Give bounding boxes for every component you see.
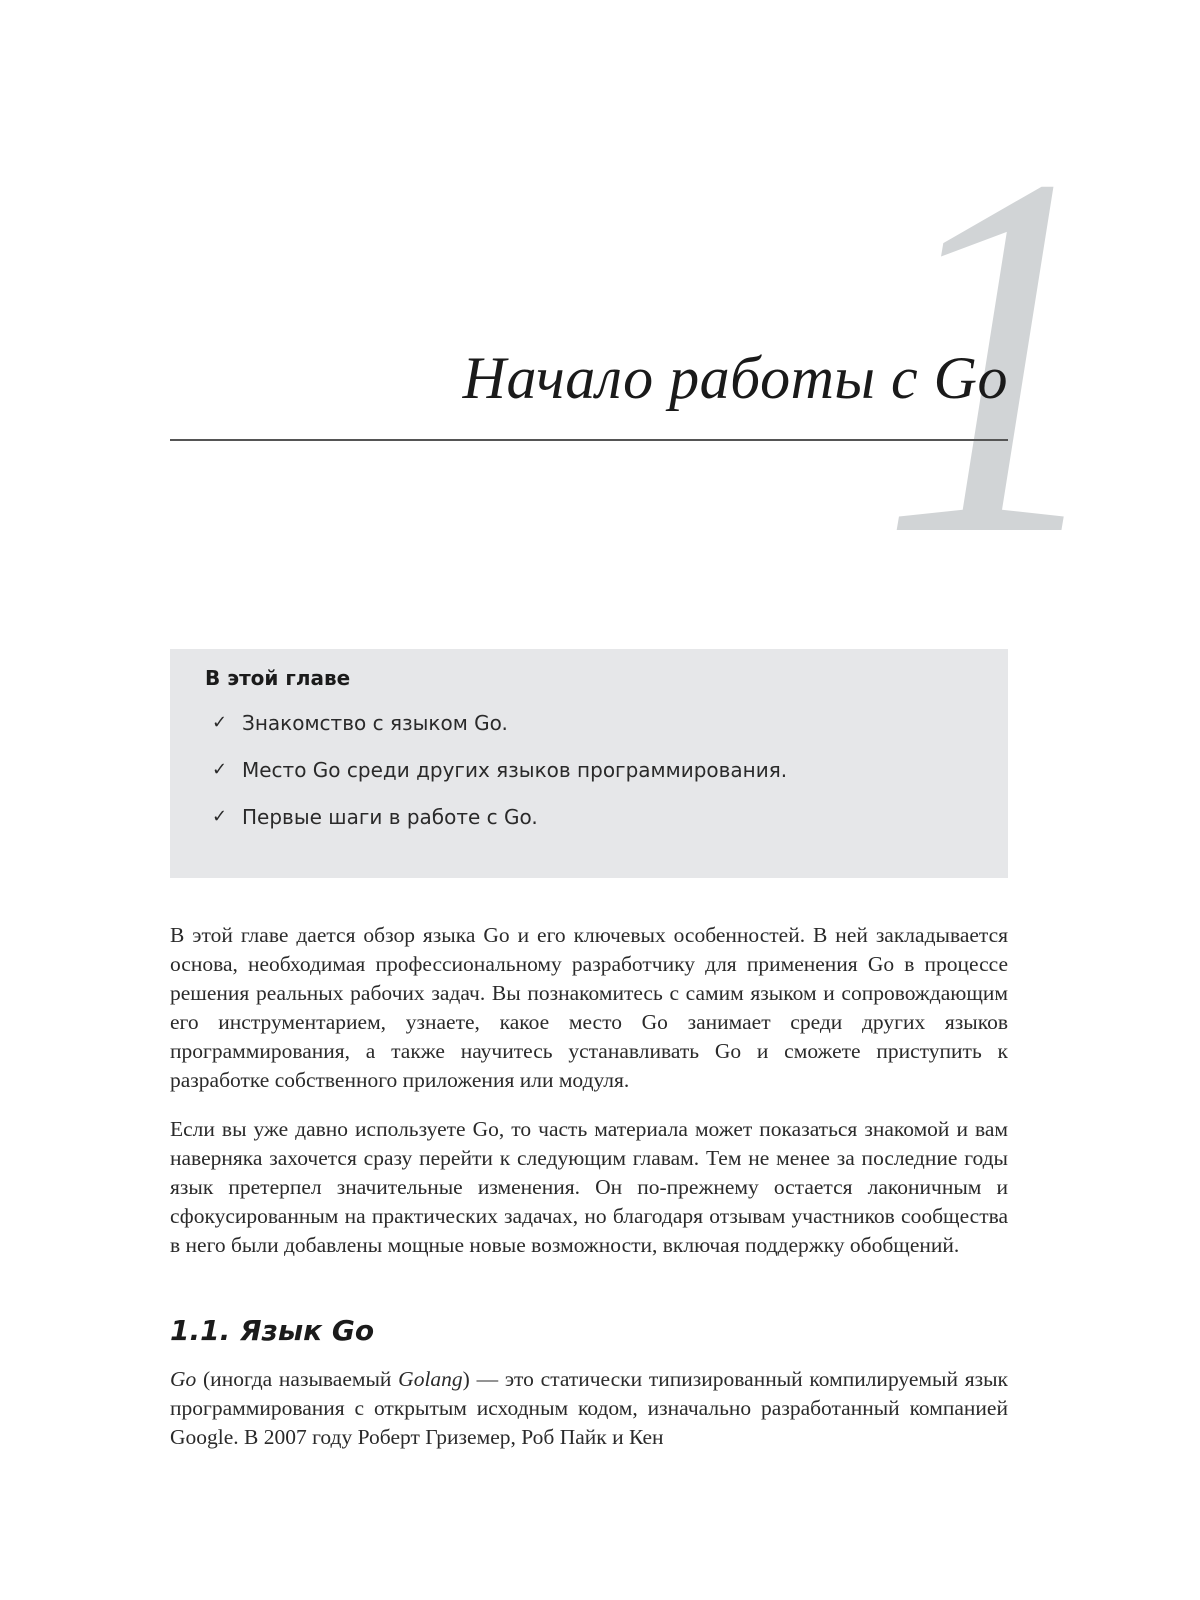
check-icon: ✓ <box>212 759 228 780</box>
section-heading: 1.1. Язык Go <box>170 1314 375 1347</box>
section-paragraph <box>170 1365 1008 1452</box>
summary-item <box>212 709 787 756</box>
summary-item <box>212 803 787 850</box>
intro-paragraph: В этой главе дается обзор языка Go и его ключевых особенностей. В ней закладывается основа, необходимая профессиональному разработчику для применения Go в процессе решения реальных рабочих задач. Вы познакомитесь с самим языком и сопровождающим его инструментарием, узнаете, какое место Go занимает среди других языков программирования, а также научитесь устанавливать Go и сможете приступить к разработке собственного приложения или модуля. <box>170 923 1008 1092</box>
chapter-summary-box <box>170 649 1008 878</box>
chapter-title: Начало работы с Go <box>462 345 1008 411</box>
text-fragment: ) — это статически типизированный компилируемый язык программирования с открытым исходным кодом, изначально разработанный компанией Google. В 2007 году Роберт Гриземер, Роб Пайк и Кен <box>170 1367 1008 1449</box>
summary-item-text: Первые шаги в работе с Go. <box>242 805 538 829</box>
summary-item-text: Место Go среди других языков программирования. <box>242 758 788 782</box>
title-rule <box>170 439 1008 441</box>
second-paragraph: Если вы уже давно используете Go, то часть материала может показаться знакомой и вам наверняка захочется сразу перейти к следующим главам. Тем не менее за последние годы язык претерпел значительные изменения. Он по-прежнему остается лаконичным и сфокусированным на практических задачах, но благодаря отзывам участников сообщества в него были добавлены мощные новые возможности, включая поддержку обобщений. <box>170 1117 1008 1257</box>
term-go: Go <box>170 1367 197 1391</box>
term-golang: Golang <box>398 1367 463 1391</box>
summary-heading: В этой главе <box>205 666 351 690</box>
text-fragment: (иногда называемый <box>196 1367 399 1391</box>
summary-item <box>212 756 787 803</box>
summary-item-text: Знакомство с языком Go. <box>242 711 508 735</box>
check-icon: ✓ <box>212 712 228 733</box>
summary-list <box>212 709 787 850</box>
check-icon: ✓ <box>212 806 228 827</box>
chapter-number: 1 <box>880 68 1114 643</box>
